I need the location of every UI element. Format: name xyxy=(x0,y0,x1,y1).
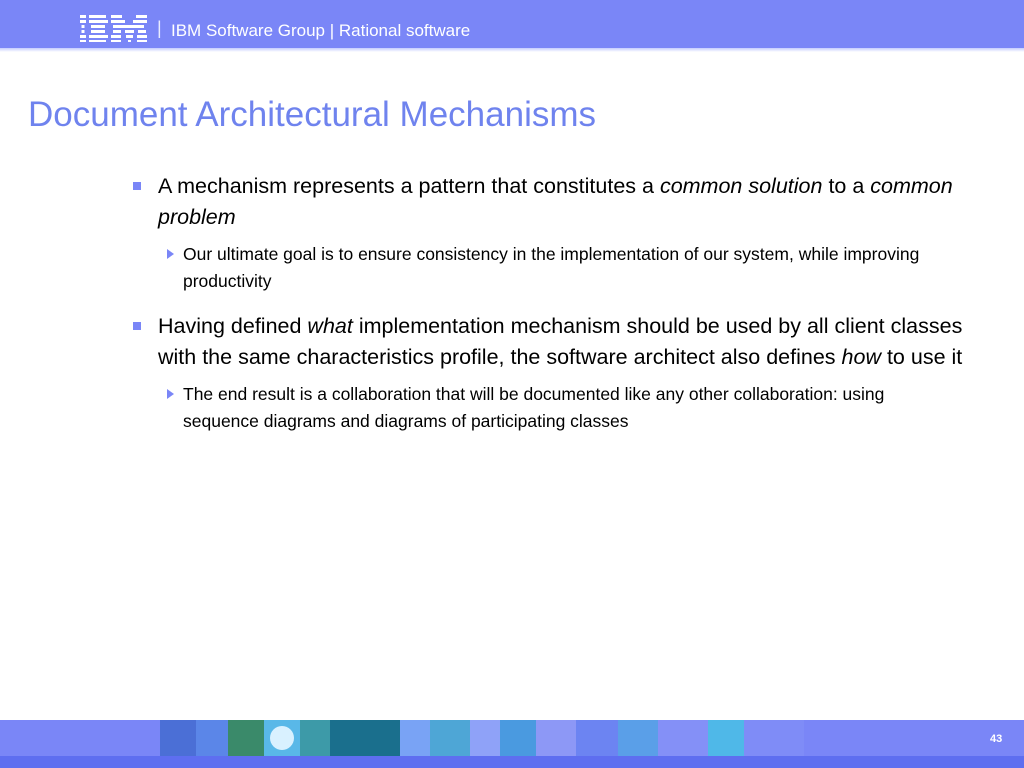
sub-bullet-item xyxy=(158,241,963,295)
bullet-text: to a xyxy=(822,174,871,198)
header-divider xyxy=(0,48,1024,52)
triangle-bullet-icon xyxy=(167,249,174,259)
square-bullet-icon xyxy=(133,322,141,330)
emphasis-text: common problem xyxy=(158,174,953,229)
emphasis-text: what xyxy=(307,314,353,338)
header-separator: | xyxy=(157,18,162,38)
footer-stripe xyxy=(0,756,1024,768)
bullet-text: to use it xyxy=(880,345,963,369)
triangle-bullet-icon xyxy=(167,389,174,399)
bullet-item xyxy=(133,171,963,233)
emphasis-text: common solution xyxy=(659,174,823,198)
page-number: 43 xyxy=(990,733,1003,745)
bullet-item xyxy=(133,311,963,373)
square-bullet-icon xyxy=(133,182,141,190)
bullet-text: implementation mechanism should be used by all client classes with the same characteristics profile, the software architect also defines xyxy=(158,314,963,369)
ibm-logo-icon xyxy=(80,14,154,42)
sub-bullet-text: Our ultimate goal is to ensure consistency in the implementation of our system, while improving productivity xyxy=(183,244,920,291)
sub-bullet-text: The end result is a collaboration that will be documented like any other collaboration: using sequence diagrams and diagrams of participating classes xyxy=(183,384,885,431)
bullet-text: Having defined xyxy=(158,314,308,338)
sub-bullet-item xyxy=(158,381,963,435)
slide-content xyxy=(133,171,963,451)
header-text: IBM Software Group | Rational software xyxy=(171,21,471,40)
header-bar xyxy=(0,0,1024,48)
emphasis-text: how xyxy=(841,345,881,369)
bullet-text: A mechanism represents a pattern that constitutes a xyxy=(158,174,660,198)
page-title: Document Architectural Mechanisms xyxy=(28,95,596,134)
